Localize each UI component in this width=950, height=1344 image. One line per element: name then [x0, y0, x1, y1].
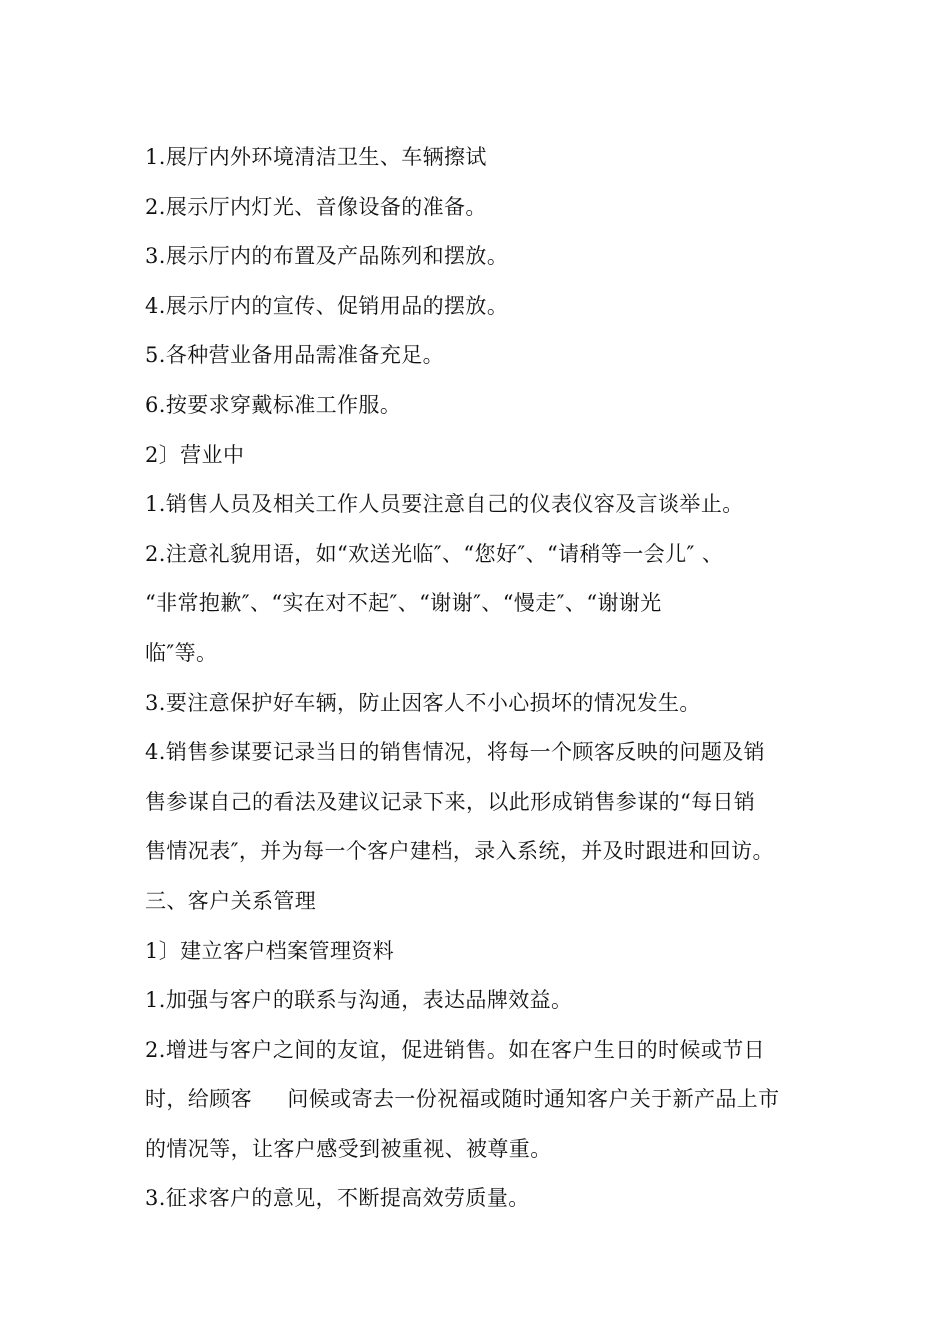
text-line: 4.展示厅内的宣传、促销用品的摆放。: [145, 293, 509, 318]
text-line: 2.展示厅内灯光、音像设备的准备。: [145, 194, 487, 219]
text-line: 2.注意礼貌用语，如“欢送光临″、“您好″、“请稍等一会儿″ 、: [145, 541, 724, 566]
text-line: 售参谋自己的看法及建议记录下来，以此形成销售参谋的“每日销: [145, 789, 756, 814]
text-line: 5.各种营业备用品需准备充足。: [145, 343, 445, 368]
text-line: “非常抱歉″、“实在对不起″、“谢谢″、“慢走″、“谢谢光: [145, 591, 662, 616]
text-line: 1.销售人员及相关工作人员要注意自己的仪表仪容及言谈举止。: [145, 492, 744, 517]
text-line: 的情况等，让客户感受到被重视、被尊重。: [145, 1136, 552, 1161]
text-line: 3.展示厅内的布置及产品陈列和摆放。: [145, 244, 509, 269]
text-line: 6.按要求穿戴标准工作服。: [145, 392, 402, 417]
document-body: [145, 133, 815, 1224]
text-line: 4.销售参谋要记录当日的销售情况，将每一个顾客反映的问题及销: [145, 740, 766, 765]
section-heading: 三、客户关系管理: [145, 888, 317, 913]
text-line: 1.加强与客户的联系与沟通，表达品牌效益。: [145, 988, 573, 1013]
text-line: 3.征求客户的意见，不断提高效劳质量。: [145, 1186, 530, 1211]
text-line: 2.增进与客户之间的友谊，促进销售。如在客户生日的时候或节日: [145, 1037, 766, 1062]
text-line: 售情况表″，并为每一个客户建档，录入系统，并及时跟进和回访。: [145, 839, 774, 864]
text-line: 临″等。: [145, 640, 218, 665]
subsection-heading: 1〕建立客户档案管理资料: [145, 938, 395, 963]
section-heading: 2〕营业中: [145, 442, 245, 467]
text-line: 3.要注意保护好车辆，防止因客人不小心损坏的情况发生。: [145, 690, 701, 715]
text-line: 1.展厅内外环境清洁卫生、车辆擦试: [145, 145, 487, 169]
text-line: 时，给顾客 问候或寄去一份祝福或随时通知客户关于新产品上市: [145, 1087, 780, 1112]
